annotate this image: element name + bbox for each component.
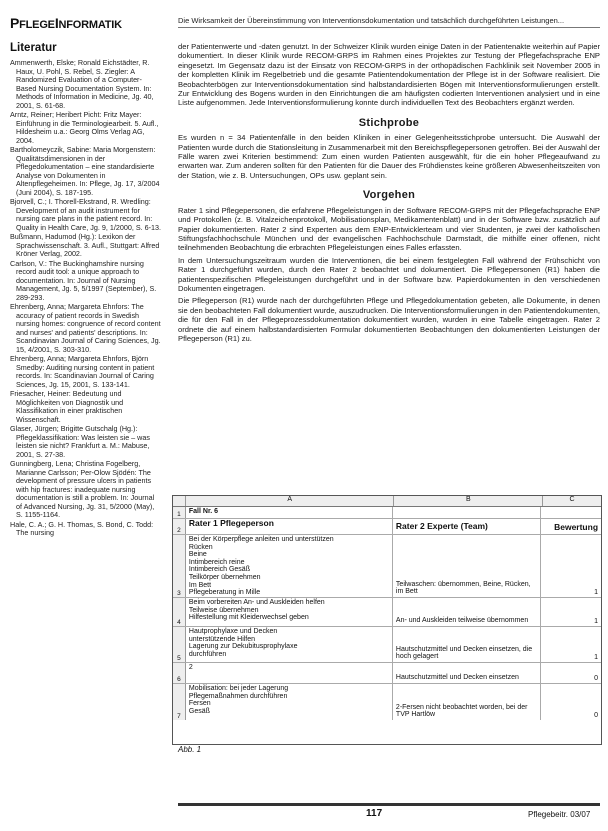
header-rater1: Rater 1 Pflegeperson: [186, 519, 393, 534]
header-bewertung: Bewertung: [554, 521, 599, 532]
table-row: [173, 598, 601, 627]
score-cell: 1: [594, 618, 599, 625]
intro-paragraph: der Patientenwerte und -daten genutzt. In der Schweizer Klinik wurden einige Daten in der Patientenakte weiterhin auf Papier dokumentiert. In dieser Klinik wurde RECOM-GRPS im Rahmen eines Projektes zur Testung der Pflegefachsprache ENP eingesetzt. Im Gegensatz dazu ist der Einsatz von RECOM-GRPS in der orthopädischen Fachklinik seit November 2005 in der kompletten Klinik im Regelbetrieb und die gesamte Patientendokumentation der Pflege ist in der Software realisiert. Die Beobachterbögen zur Interventionsdokumentation sind halbstandardisierten Bögen mit Interventionsformulierungen erstellt. Zur Entwicklung des Bogens wurden in den Einrichtungen die am häufigsten codierten Interventionen analysiert und in eine Liste aufgenommen. Jede Interventionsformulierung konnte durch individuellen Text des Beobachters ergänzt werden.: [178, 42, 600, 108]
literature-entry: Ehrenberg, Anna; Margareta Ehnfors, Björn Smedby: Auditing nursing content in patient records. In: Scandinavian Journal of Caring Sciences, Jg. 15, 2001, S. 133-141.: [10, 354, 155, 389]
column-header-c: C: [569, 496, 575, 503]
rater2-cell: An- und Auskleiden teilweise übernommen: [393, 598, 541, 626]
literature-entry: Glaser, Jürgen; Brigitte Gutschalg (Hg.): Pflegeklassifikation: Was leisten sie – was leisten sie nicht? Frankfurt a. M.: Mabuse, 2001, S. 27-38.: [10, 424, 150, 459]
cell-line: Beine: [188, 551, 207, 559]
column-header-a: A: [186, 496, 395, 506]
section-heading-stichprobe: Stichprobe: [358, 116, 420, 129]
score-cell: 1: [594, 654, 599, 661]
table-row: [173, 535, 601, 598]
row-number: 4: [173, 598, 186, 626]
journal-title: PFLEGEINFORMATIK: [10, 15, 122, 31]
spreadsheet-figure: [172, 495, 602, 745]
score-cell: 0: [594, 712, 599, 719]
cell-line: Bei der Körperpflege anleiten und unterstützen: [188, 536, 334, 543]
vorgehen-paragraph-3: Die Pflegeperson (R1) wurde nach der durchgeführten Pflege und Pflegedokumentation gebeten, alle Dokumente, in denen sie den beobachteten Fall dokumentiert wurde, auszudrucken. Die Interventionsformulierungen in den Patientendokumenten, die für den Fall in der Pflegeprozessdokumentation dokumentiert wurden, wurden in eine Tabelle eingetragen. Rater 2 ordnete die auf einem halbstandardisierten Formular dokumentierten Beobachtungen den dokumentierten Leistungen der Pflegeperson (R1) zu.: [178, 296, 600, 343]
row-number: 7: [173, 684, 186, 720]
cell-line: Hilfestellung mit Kleiderwechsel geben: [188, 614, 309, 622]
rater2-cell: 2-Fersen nicht beobachtet worden, bei der TVP Hartlöw: [393, 684, 541, 720]
literature-entry: Friesacher, Heiner: Bedeutung und Möglichkeiten von Diagnostik und Klassifikation in einer praktischen Wissenschaft.: [10, 389, 124, 424]
cell-line: Teilweise übernehmen: [188, 606, 259, 614]
rater1-cell: [186, 598, 393, 626]
cell-line: Im Bett: [188, 581, 212, 589]
cell-line: Fersen: [188, 700, 211, 708]
table-row: [173, 663, 601, 684]
cell-line: Lagerung zur Dekubitusprophylaxe: [188, 643, 298, 651]
vorgehen-paragraph-2: In dem Untersuchungszeitraum wurden die Interventionen, die bei einem festgelegten Fall während der Frühschicht von Rater 1 durchgeführt wurden, durch den Rater 2 beobachtet und dokumentiert. Die Pflegepersonen (R1) haben die patientenspezifischen Pflegeleistungen durchgeführt und in der Software bzw. Papierdokumenten in den verschiedenen Dokumenten eingetragen.: [178, 255, 600, 293]
case-number: Fall Nr. 6: [186, 507, 393, 518]
row-number: 2: [173, 519, 186, 534]
page-number: 117: [366, 808, 383, 819]
column-header-b: B: [394, 496, 543, 506]
column-headers: [173, 496, 601, 507]
cell-line: unterstützende Hilfen: [188, 635, 256, 643]
rater2-cell: Hautschutzmittel und Decken einsetzen, die hoch gelagert: [393, 627, 541, 662]
row-number: 1: [173, 507, 186, 518]
literature-list: [10, 59, 162, 539]
literature-heading: Literatur: [10, 42, 57, 54]
row-number: 6: [173, 663, 186, 683]
figure-caption: Abb. 1: [178, 745, 202, 754]
literature-entry: Hale, C. A.; G. H. Thomas, S. Bond, C. Todd: The nursing: [10, 519, 154, 537]
cell-line: Beim vorbereiten An- und Auskleiden helfen: [188, 599, 325, 606]
section-heading-vorgehen: Vorgehen: [362, 189, 416, 202]
running-title: Die Wirksamkeit der Übereinstimmung von Interventionsdokumentation und tatsächlich durchgeführten Leistungen...: [178, 16, 600, 28]
cell-line: Intimbereich Gesäß: [188, 566, 250, 574]
rater2-cell: Teilwaschen: übernommen, Beine, Rücken, im Bett: [393, 535, 541, 597]
stichprobe-paragraph: Es wurden n = 34 Patientenfälle in den beiden Kliniken in einer Gelegenheitsstichprobe untersucht. Die Auswahl der Patienten wurde durch die Stationsleitung in Zusammenarbeit mit den Bereichspflegepersonen getroffen. Bei der Auswahl der Fälle waren zwei Kriterien bestimmend: Zum einen wurden Patienten ausgewählt, für die ein hoher Pflegeaufwand zu erwarten war. Zum anderen sollten für den Patienten für die Dauer des Frühdienstes keine größeren Abwesenheitszeiten von der Station, wie z. B. Untersuchungen, OPs usw. geplant sein.: [178, 133, 600, 180]
score-cell: 0: [594, 675, 599, 682]
cell-line: Rücken: [188, 543, 213, 551]
footer-rule: [178, 803, 600, 806]
cell-line: Pflegeberatung in Mille: [188, 589, 261, 597]
row-number: 3: [173, 535, 186, 597]
corner-cell: [173, 496, 186, 506]
rater2-cell: Hautschutzmittel und Decken einsetzen: [393, 663, 541, 683]
cell-line: Gesäß: [188, 707, 210, 715]
literature-entry: Ehrenberg, Anna; Margareta Ehnfors: The accuracy of patient records in Swedish nursing homes: congruence of record content and nurses' and patients' descriptions. In: Scandinavian Journal of Caring Sciences, Jg. 15, 4/2001, S. 303-310.: [10, 302, 161, 354]
header-rater2: Rater 2 Experte (Team): [393, 519, 541, 534]
footer-journal: Pflegebeitr. 03/07: [528, 810, 591, 819]
row-number: 5: [173, 627, 186, 662]
main-text: [178, 42, 600, 346]
score-cell: 1: [594, 589, 599, 596]
cell-line: Pflegemaßnahmen durchführen: [188, 692, 288, 700]
literature-entry: Bußmann, Hadumod (Hg.): Lexikon der Sprachwissenschaft. 3. Aufl., Stuttgart: Alfred Kröner Verlag, 2002.: [10, 232, 160, 258]
cell-line: Mobilisation: bei jeder Lagerung: [188, 685, 289, 692]
literature-entry: Arntz, Reiner; Heribert Picht: Fritz Mayer: Einführung in die Terminologiearbeit. 5. Aufl., Hildesheim u.a.: Georg Olms Verlag AG, 2004.: [10, 110, 159, 145]
literature-entry: Gunningberg, Lena; Christina Fogelberg, Marianne Carlsson; Per-Olow Sjödén: The development of pressure ulcers in patients with hip fractures: inadequate nursing documentation is still a problem. In: Journal of Advanced Nursing, Jg. 31, 5/2000 (May), S. 1155-1164.: [10, 459, 155, 519]
cell-line: Teilkörper übernehmen: [188, 573, 261, 581]
cell-line: durchführen: [188, 650, 227, 658]
rater1-cell: [186, 627, 393, 662]
table-row: [173, 519, 601, 535]
literature-entry: Bjorvell, C.; I. Thorell-Ekstrand, R. Wredling: Development of an audit instrument for nursing care plans in the patient record. In: Quality in Health Care, Jg. 9, 1/2000, S. 6-13.: [10, 197, 162, 232]
table-cell: [541, 507, 601, 518]
literature-entry: Ammenwerth, Elske; Ronald Eichstädter, R. Haux, U. Pohl, S. Rebel, S. Ziegler: A Randomized Evaluation of a Computer-Based Nursing Documentation System. In: Methods of Information in Medicine, Jg. 40, 2001, S. 61-68.: [10, 58, 154, 110]
rater1-cell: 2: [186, 663, 393, 683]
table-cell: [393, 507, 541, 518]
cell-line: Intimbereich reine: [188, 558, 245, 566]
vorgehen-paragraph-1: Rater 1 sind Pflegepersonen, die erfahrene Pflegeleistungen in der Software RECOM-GRPS mit der Pflegefachsprache ENP und Protokollen (z. B. Vitalzeichenprotokoll, Mobilisationsplan, Medikamentenblatt) und in der Software bzw. zusätzlich auf Papier dokumentierten. Rater 2 sind Experten aus dem ENP-Entwicklerteam und vier Studenten, je zwei der katholischen Stiftungsfachhochschule München und der evangelischen Fachhochschule Darmstadt, die mithilfe einer offenen, nicht teilnehmenden Beobachtung die erbrachten Pflegeleistungen eines Falles erfassten.: [178, 205, 600, 253]
literature-entry: Bartholomeyczik, Sabine: Maria Morgenstern: Qualitätsdimensionen in der Pflegedokumentation – eine standardisierte Analyse von Dokumenten in Altenpflegeheimen. In: Pflege, Jg. 17, 3/2004 (Juni 2004), S. 187-195.: [10, 145, 160, 197]
rater1-cell: [186, 684, 393, 720]
cell-line: Hautprophylaxe und Decken: [188, 628, 278, 635]
literature-entry: Carlson, V.: The Buckinghamshire nursing record audit tool: a unique approach to documentation. In: Journal of Nursing Management, Jg. 5, 5/1997 (September), S. 289-293.: [10, 258, 157, 302]
rater1-cell: [186, 535, 393, 597]
table-row: [173, 627, 601, 663]
table-row: [173, 684, 601, 720]
